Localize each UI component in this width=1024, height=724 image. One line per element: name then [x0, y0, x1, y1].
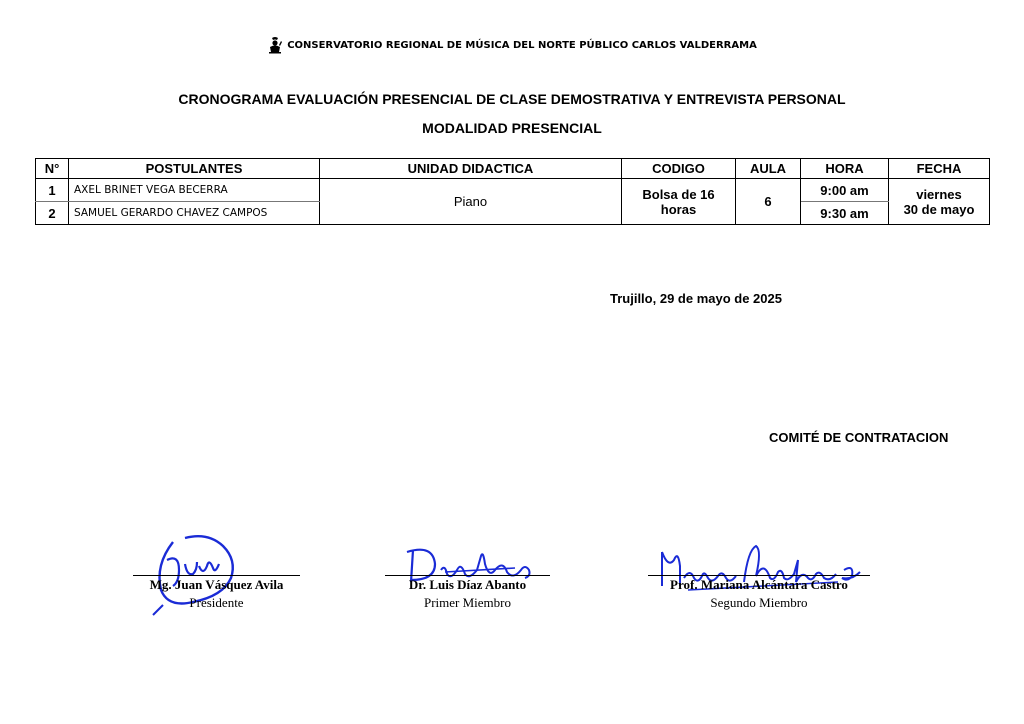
header	[0, 35, 1024, 55]
schedule-table	[35, 158, 990, 225]
document-subtitle: MODALIDAD PRESENCIAL	[422, 120, 602, 136]
place-and-date: Trujillo, 29 de mayo de 2025	[610, 291, 782, 306]
signer-role: Presidente	[189, 595, 244, 610]
code-line-2: horas	[660, 201, 697, 217]
room-cell: 6	[736, 179, 801, 225]
conservatory-logo-icon	[267, 36, 283, 54]
row-number: 1	[36, 179, 69, 202]
code-line-1: Bolsa de 16	[642, 186, 715, 202]
signer-name: Dr. Luis Díaz Abanto	[408, 577, 527, 592]
header-time: HORA	[801, 159, 889, 179]
date-cell	[889, 179, 990, 225]
signer-role: Primer Miembro	[423, 595, 511, 610]
signature-block-first-member	[385, 520, 550, 620]
table-row	[36, 179, 990, 202]
signer-name: Prof. Mariana Alcántara Castro	[670, 577, 848, 592]
code-cell	[622, 179, 736, 225]
institution-name: CONSERVATORIO REGIONAL DE MÚSICA DEL NORTE PÚBLICO CARLOS VALDERRAMA	[287, 39, 757, 51]
header-unit: UNIDAD DIDACTICA	[320, 159, 622, 179]
signature-block-second-member	[648, 520, 870, 620]
signer-name: Mg. Juan Vásquez Avila	[149, 577, 284, 592]
didactic-unit: Piano	[320, 179, 622, 225]
header-room: AULA	[736, 159, 801, 179]
table-header-row	[36, 159, 990, 179]
header-code: CODIGO	[622, 159, 736, 179]
time-cell: 9:30 am	[801, 202, 889, 225]
document-title: CRONOGRAMA EVALUACIÓN PRESENCIAL DE CLASE DEMOSTRATIVA Y ENTREVISTA PERSONAL	[178, 91, 846, 107]
time-cell: 9:00 am	[801, 179, 889, 202]
committee-title: COMITÉ DE CONTRATACION	[769, 430, 949, 445]
date-line-2: 30 de mayo	[903, 201, 975, 217]
signature-line	[133, 575, 300, 576]
row-number: 2	[36, 202, 69, 225]
date-line-1: viernes	[916, 186, 962, 202]
header-applicants: POSTULANTES	[69, 159, 320, 179]
signature-line	[648, 575, 870, 576]
signature-line	[385, 575, 550, 576]
header-num: N°	[36, 159, 69, 179]
signer-role: Segundo Miembro	[710, 595, 808, 610]
applicant-name: SAMUEL GERARDO CHAVEZ CAMPOS	[69, 202, 320, 225]
header-date: FECHA	[889, 159, 990, 179]
signature-block-president	[133, 520, 300, 620]
applicant-name: AXEL BRINET VEGA BECERRA	[69, 179, 320, 202]
